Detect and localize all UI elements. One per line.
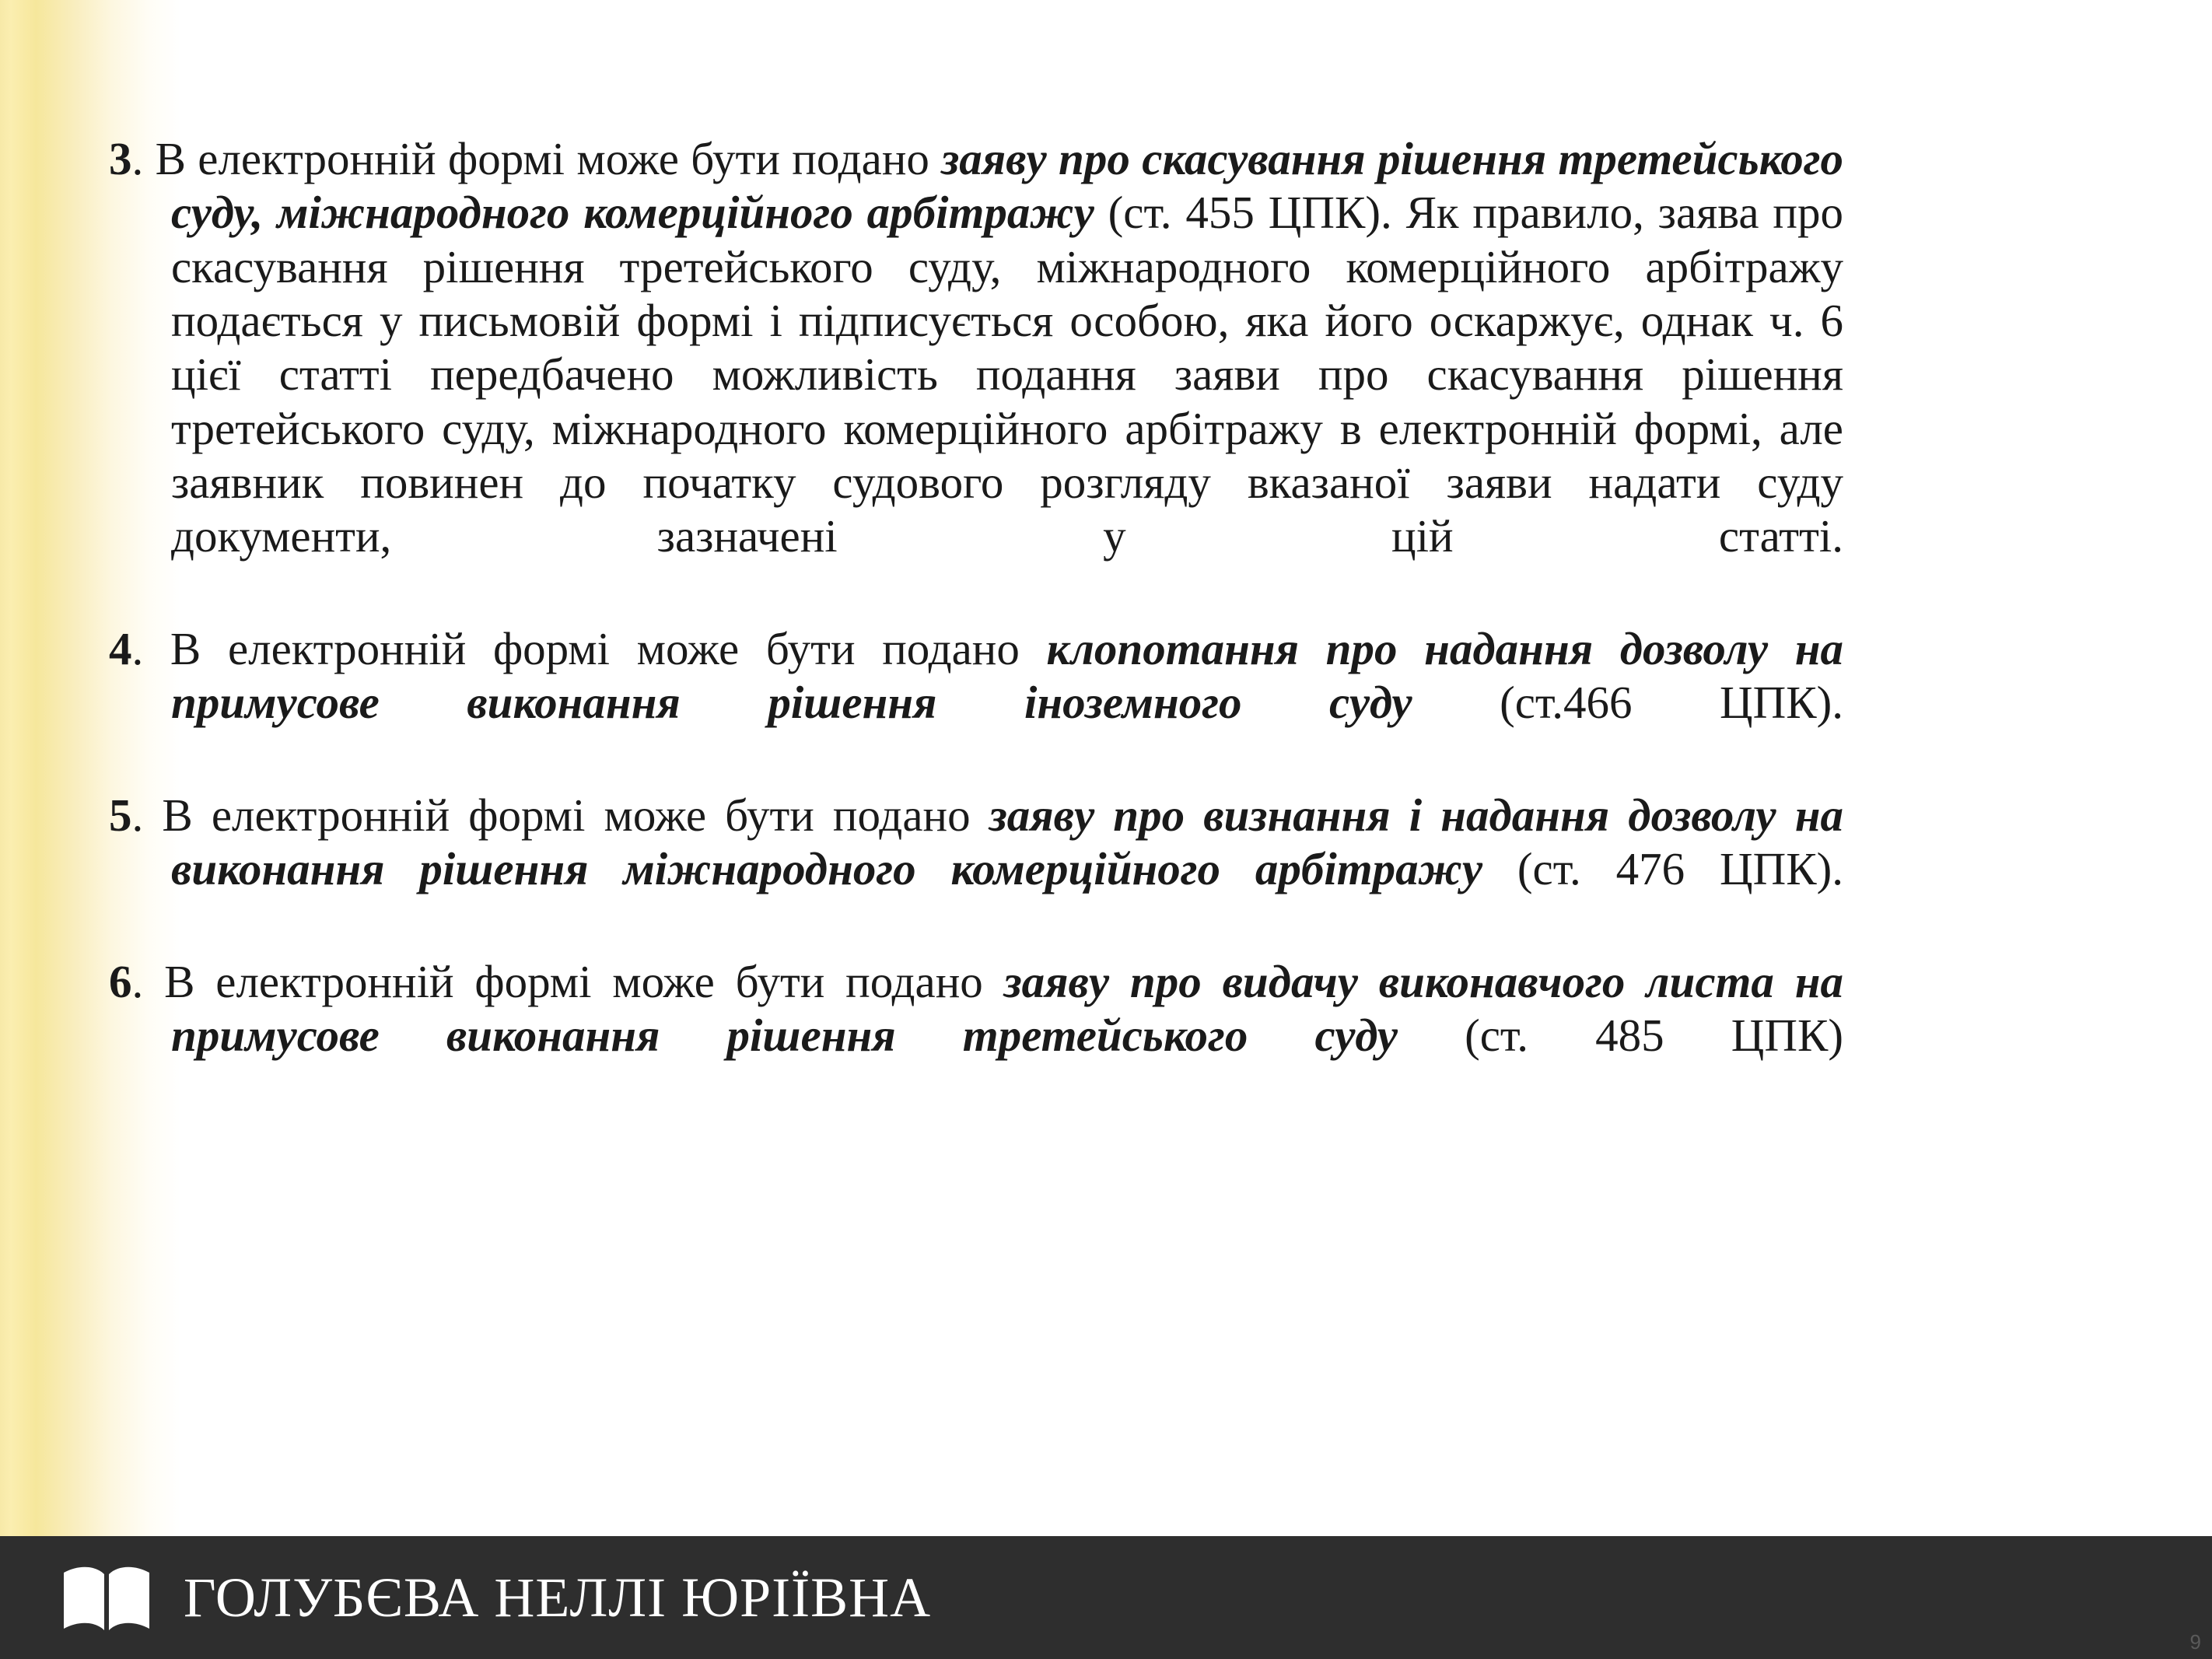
list-item-emphasis: заяву про скасування рішення третейського суду, міжнародного комерційного арбітражу	[171, 133, 1843, 239]
list-item	[109, 132, 1843, 618]
list-item-number: 5	[109, 789, 132, 841]
list-item-text-part: . В електронній формі може бути подано	[131, 789, 989, 841]
open-book-icon	[61, 1562, 152, 1633]
footer-title: ГОЛУБЄВА НЕЛЛІ ЮРІЇВНА	[184, 1566, 932, 1629]
list-item-number: 4	[109, 622, 132, 674]
list-item-emphasis: клопотання про надання дозволу на примусове виконання рішення іноземного суду	[171, 622, 1844, 729]
list-item	[109, 955, 1843, 1117]
list-item-text-part: (ст. 476 ЦПК).	[1482, 843, 1844, 895]
list-item-text-part: (ст. 455 ЦПК). Як правило, заява про скасування рішення третейського суду, міжнародного комерційного арбітражу подається у письмовій формі і підписується особою, яка його оскаржує, однак ч. 6 цієї статті передбачено можливість подання заяви про скасування рішення третейського суду, міжнародного комерційного арбітражу в електронній формі, але заявник повинен до початку судового розгляду вказаної заяви надати суду документи, зазначені у цій статті.	[171, 187, 1843, 562]
list-item-text-part: (ст. 485 ЦПК)	[1397, 1010, 1844, 1061]
list-item-emphasis: заяву про видачу виконавчого листа на примусове виконання рішення третейського суду	[171, 955, 1844, 1061]
list-item	[109, 622, 1843, 784]
slide-body	[109, 132, 1843, 1122]
list-item-number: 6	[109, 955, 132, 1007]
list-item-emphasis: заяву про визнання і надання дозволу на виконання рішення міжнародного комерційного арбітражу	[171, 789, 1843, 895]
list-item-text-part: (ст.466 ЦПК).	[1412, 677, 1843, 729]
list-item-text-part: . В електронній формі може бути подано	[131, 133, 942, 184]
page-number: 9	[2189, 1630, 2201, 1654]
list-item-text-part: . В електронній формі може бути подано	[131, 955, 1004, 1007]
list-item-number: 3	[109, 133, 132, 184]
list-item-text-part: . В електронній формі може бути подано	[131, 622, 1047, 674]
list-item	[109, 789, 1843, 950]
slide-footer	[0, 1536, 2212, 1659]
